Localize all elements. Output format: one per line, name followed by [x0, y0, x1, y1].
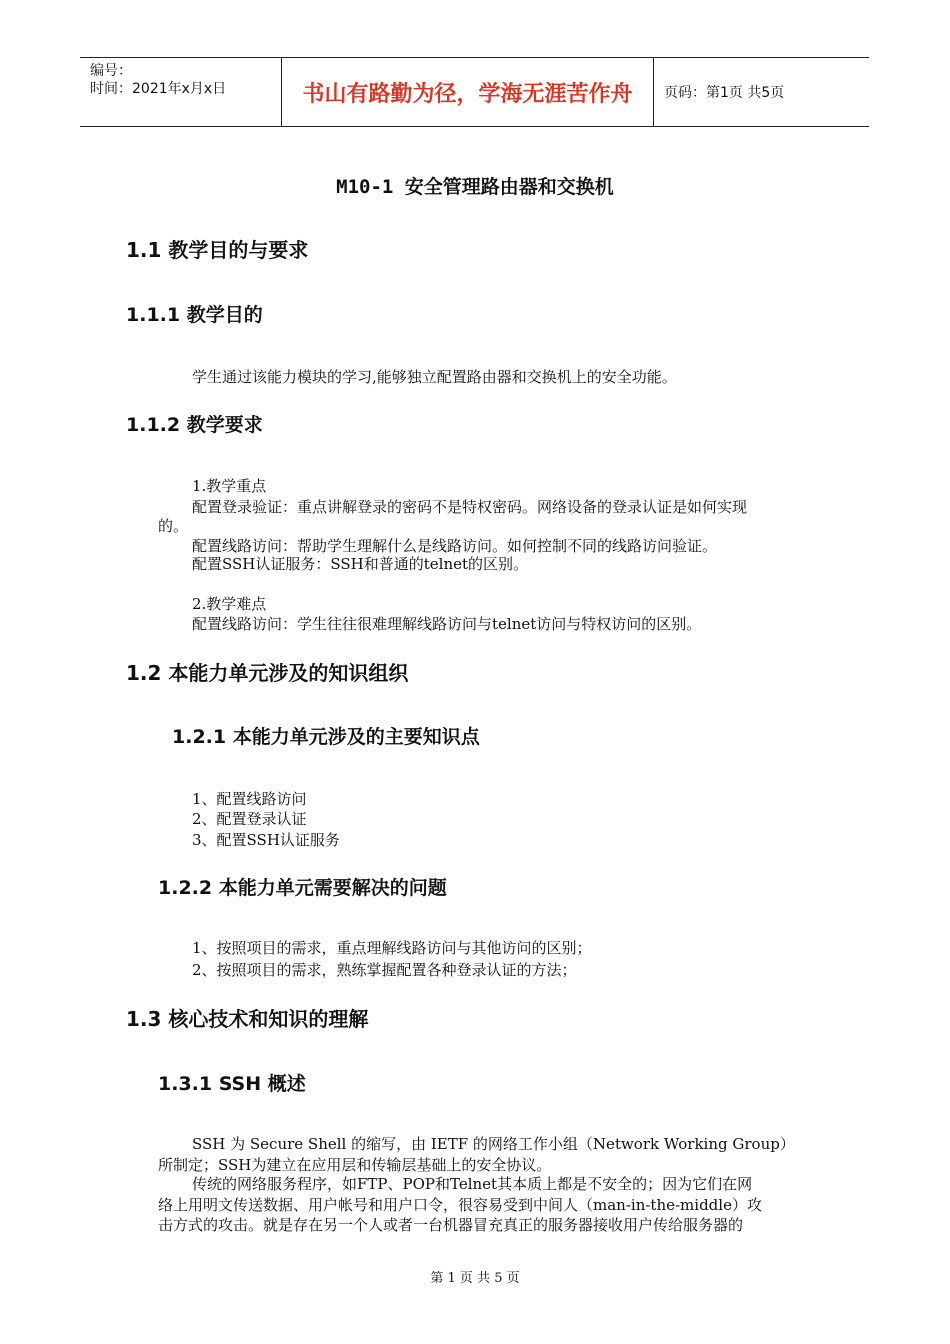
heading-1-3: 1.3 核心技术和知识的理解: [126, 1007, 369, 1031]
heading-1-2-1: 1.2.1 本能力单元涉及的主要知识点: [172, 726, 480, 748]
paragraph: 学生通过该能力模块的学习,能够独立配置路由器和交换机上的安全功能。: [192, 368, 677, 386]
document-title: M10-1 安全管理路由器和交换机: [336, 176, 614, 198]
list-item: 3、配置SSH认证服务: [192, 831, 340, 849]
paragraph-line: 所制定；SSH为建立在应用层和传输层基础上的安全协议。: [158, 1156, 552, 1174]
list-item: 1、配置线路访问: [192, 790, 307, 808]
list-item: 2、按照项目的需求，熟练掌握配置各种登录认证的方法；: [192, 961, 577, 979]
header-page-info: 页码：第1页 共5页: [664, 85, 785, 101]
paragraph-line: 配置登录验证：重点讲解登录的密码不是特权密码。网络设备的登录认证是如何实现: [192, 498, 748, 516]
heading-1-3-1: 1.3.1 SSH 概述: [158, 1073, 306, 1095]
paragraph-line: 配置线路访问：帮助学生理解什么是线路访问。如何控制不同的线路访问验证。: [192, 537, 718, 555]
heading-1-1-1: 1.1.1 教学目的: [126, 304, 263, 326]
paragraph-line: 传统的网络服务程序，如FTP、POP和Telnet其本质上都是不安全的；因为它们在网: [192, 1175, 753, 1193]
paragraph-line: 络上用明文传送数据、用户帐号和用户口令，很容易受到中间人（man-in-the-middle）攻: [158, 1196, 762, 1214]
list-item: 1、按照项目的需求，重点理解线路访问与其他访问的区别；: [192, 939, 592, 957]
paragraph-line: 配置SSH认证服务：SSH和普通的telnet的区别。: [192, 555, 529, 573]
time-label: 时间：2021年x月x日: [90, 81, 227, 97]
paragraph-line: 的。: [158, 517, 189, 535]
heading-1-1: 1.1 教学目的与要求: [126, 238, 309, 262]
heading-1-2-2: 1.2.2 本能力单元需要解决的问题: [158, 877, 447, 899]
list-item: 2、配置登录认证: [192, 810, 307, 828]
number-label: 编号：: [90, 63, 132, 79]
heading-1-2: 1.2 本能力单元涉及的知识组织: [126, 661, 409, 685]
header-motto: 书山有路勤为径，学海无涯苦作舟: [281, 58, 654, 126]
page-header: [80, 57, 869, 127]
heading-1-1-2: 1.1.2 教学要求: [126, 414, 263, 436]
list-label: 1.教学重点: [192, 477, 267, 495]
list-label: 2.教学难点: [192, 595, 267, 613]
paragraph-line: 击方式的攻击。就是存在另一个人或者一台机器冒充真正的服务器接收用户传给服务器的: [158, 1216, 744, 1234]
paragraph-line: SSH 为 Secure Shell 的缩写，由 IETF 的网络工作小组（Network Working Group）: [192, 1135, 795, 1153]
paragraph-line: 配置线路访问：学生往往很难理解线路访问与telnet访问与特权访问的区别。: [192, 615, 702, 633]
page-footer: 第 1 页 共 5 页: [430, 1271, 520, 1286]
header-left-cell: [80, 58, 281, 126]
